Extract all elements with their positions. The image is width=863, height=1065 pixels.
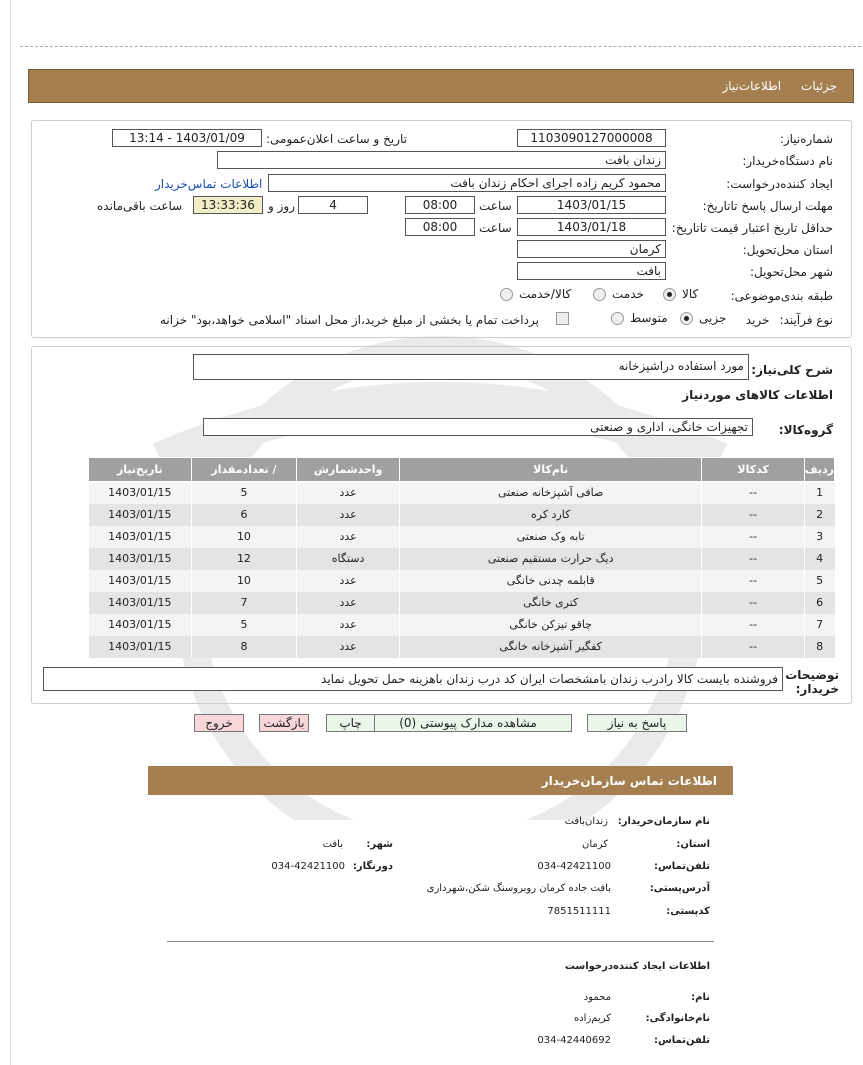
postal-value: 7851511111 [547,906,611,917]
reply-button[interactable]: پاسخ به نیاز [587,714,687,732]
cell-date: 1403/01/15 [89,592,192,614]
creator-name-value: محمود [583,992,611,1003]
cell-unit: عدد [297,592,400,614]
cell-row: 2 [804,504,834,526]
summary-field: مورد استفاده دراشپزخانه [193,354,749,380]
cell-row: 1 [804,482,834,504]
back-button[interactable]: بازگشت [259,714,309,732]
contact-header: اطلاعات تماس سازمان‌خریدار [148,766,733,795]
view-docs-button[interactable]: مشاهده مدارک پیوستی (0) [364,714,572,732]
cell-row: 7 [804,614,834,636]
category-label: طبقه بندی‌موضوعی: [730,289,833,303]
buyer-notes-label: توضیحات خریدار: [785,668,839,696]
print-button[interactable]: چاپ [326,714,375,732]
cell-name: کفگیر آشپزخانه خانگی [399,636,702,658]
cat-service-option[interactable] [593,287,644,301]
cell-code: -- [702,526,804,548]
table-row [89,526,835,548]
cell-date: 1403/01/15 [89,636,192,658]
cell-qty: 5 [191,482,297,504]
cell-unit: عدد [297,482,400,504]
proc-medium-label: متوسط [630,311,668,325]
table-row [89,614,835,636]
org-value: زندان‌بافت [564,816,608,827]
proc-partial-label: جزیی [699,311,727,325]
cell-code: -- [702,592,804,614]
days-field: 4 [298,196,368,214]
validity-hour-label: ساعت [479,221,512,235]
cell-code: -- [702,570,804,592]
process-row [746,313,833,327]
cell-date: 1403/01/15 [89,548,192,570]
cell-unit: دستگاه [297,548,400,570]
creator-family-label: نام‌خانوادگی: [645,1013,710,1024]
need-number-label: شماره‌نیاز: [779,132,833,146]
contact-divider [167,941,714,942]
need-number-field: 1103090127000008 [517,129,666,147]
buyer-label: نام دستگاه‌خریدار: [742,154,833,168]
table-row [89,592,835,614]
tab-need-info[interactable]: اطلاعات‌نیاز [722,79,782,93]
send-time-field: 08:00 [405,196,475,214]
goods-table [88,457,835,658]
contact-province-label: استان: [676,839,710,850]
cell-name: کتری خانگی [399,592,702,614]
cat-goods-option[interactable] [663,287,698,301]
contact-city-value: بافت [322,839,343,850]
cell-date: 1403/01/15 [89,526,192,548]
cell-name: کارد کره [399,504,702,526]
city-field: بافت [517,262,666,280]
group-field: تجهیزات خانگی، اداری و صنعتی [203,418,753,436]
table-row [89,570,835,592]
proc-medium-option[interactable] [611,311,668,325]
contact-city-label: شهر: [366,839,393,850]
remaining-label: ساعت باقی‌مانده [97,199,183,213]
cell-date: 1403/01/15 [89,614,192,636]
group-label: گروه‌کالا: [778,423,833,437]
announce-label: تاریخ و ساعت اعلان‌عمومی: [265,132,407,146]
cell-code: -- [702,482,804,504]
cat-both-radio[interactable] [500,288,513,301]
col-qty: / تعدادمقدار [191,458,297,482]
table-row [89,548,835,570]
col-unit: واحدشمارش [297,458,400,482]
cell-qty: 7 [191,592,297,614]
exit-button[interactable]: خروج [194,714,244,732]
cell-name: چاقو تیزکن خانگی [399,614,702,636]
cell-row: 6 [804,592,834,614]
cell-unit: عدد [297,504,400,526]
province-label: استان محل‌تحویل: [742,243,833,257]
col-code: کدکالا [702,458,804,482]
creator-family-value: کریم‌زاده [573,1013,611,1024]
proc-partial-option[interactable] [680,311,726,325]
payment-checkbox[interactable] [556,312,569,325]
buyer-field: زندان بافت [217,151,666,169]
cell-qty: 10 [191,570,297,592]
send-deadline-label: مهلت ارسال پاسخ تا‌تاریخ: [702,199,833,213]
goods-info-title: اطلاعات کالاهای موردنیاز [682,388,833,402]
cell-name: قابلمه چدنی خانگی [399,570,702,592]
cell-name: صافی آشپزخانه صنعتی [399,482,702,504]
cat-service-label: خدمت [612,287,644,301]
creator-phone-label: تلفن‌تماس: [653,1035,710,1046]
cell-qty: 5 [191,614,297,636]
col-row: ردیف [804,458,834,482]
creator-label: ایجاد کننده‌درخواست: [726,177,833,191]
proc-partial-radio[interactable] [680,312,693,325]
cell-name: دیگ حرارت مستقیم صنعتی [399,548,702,570]
cell-row: 8 [804,636,834,658]
postal-label: کدپستی: [666,906,710,917]
send-hour-label: ساعت [479,199,512,213]
tab-details[interactable]: جزئیات [801,79,837,93]
cell-unit: عدد [297,614,400,636]
cell-qty: 12 [191,548,297,570]
cell-code: -- [702,548,804,570]
cell-qty: 6 [191,504,297,526]
min-validity-label: حداقل تاریخ اعتبار قیمت تا‌تاریخ: [671,221,833,235]
cell-row: 3 [804,526,834,548]
col-name: نام‌کالا [399,458,702,482]
payment-note: پرداخت تمام یا بخشی از مبلغ خرید،از محل اسناد "اسلامی خواهد،بود" خزانه [160,313,539,327]
send-date-field: 1403/01/15 [517,196,666,214]
col-date: تاریخ‌نیاز [89,458,192,482]
validity-time-field: 08:00 [405,218,475,236]
table-row [89,482,835,504]
cell-code: -- [702,636,804,658]
proc-medium-radio[interactable] [611,312,624,325]
table-row [89,636,835,658]
address-value: بافت جاده کرمان روبروسنگ شکن،شهرداری [426,883,611,894]
cell-date: 1403/01/15 [89,570,192,592]
table-header-row [89,458,835,482]
process-label: نوع فرآیند: [779,313,833,327]
org-label: نام سازمان‌خریدار: [617,816,710,827]
cell-code: -- [702,614,804,636]
cell-name: تابه وک صنعتی [399,526,702,548]
cat-both-option[interactable] [500,287,571,301]
creator-name-label: نام: [691,992,710,1003]
city-label: شهر محل‌تحویل: [749,265,833,279]
contact-phone-value: 034-42421100 [537,861,611,872]
validity-date-field: 1403/01/18 [517,218,666,236]
details-header [28,69,854,103]
address-label: آدرس‌پستی: [649,883,710,894]
cell-qty: 10 [191,526,297,548]
buyer-contact-link[interactable]: اطلاعات تماس‌خریدار [155,177,263,191]
cell-unit: عدد [297,526,400,548]
remaining-time-field: 13:33:36 [193,196,263,214]
summary-label: شرح کلی‌نیاز: [751,363,833,377]
creator-phone-value: 034-42440692 [537,1035,611,1046]
cell-code: -- [702,504,804,526]
cell-unit: عدد [297,570,400,592]
cell-qty: 8 [191,636,297,658]
cat-goods-radio[interactable] [663,288,676,301]
cat-goods-label: کالا [682,287,699,301]
table-row [89,504,835,526]
cat-service-radio[interactable] [593,288,606,301]
days-label: روز و [268,199,295,213]
contact-fax-label: دورنگار: [352,861,393,872]
creator-field: محمود کریم زاده اجرای احکام زندان بافت [268,174,666,192]
contact-province-value: کرمان [581,839,608,850]
cell-row: 5 [804,570,834,592]
cat-both-label: کالا/خدمت [519,287,572,301]
cell-unit: عدد [297,636,400,658]
cell-date: 1403/01/15 [89,482,192,504]
contact-phone-label: تلفن‌تماس: [653,861,710,872]
announce-field: 1403/01/09 - 13:14 [112,129,262,147]
cell-date: 1403/01/15 [89,504,192,526]
province-field: کرمان [517,240,666,258]
creator-info-title: اطلاعات ایجاد کننده‌درخواست [564,961,710,972]
cell-row: 4 [804,548,834,570]
contact-fax-value: 034-42421100 [271,861,345,872]
buyer-notes-field: فروشنده بایست کالا رادرب زندان بامشخصات ایران کد درب زندان باهزینه حمل تحویل نماید [43,667,783,691]
process-buy: خرید [745,313,770,327]
